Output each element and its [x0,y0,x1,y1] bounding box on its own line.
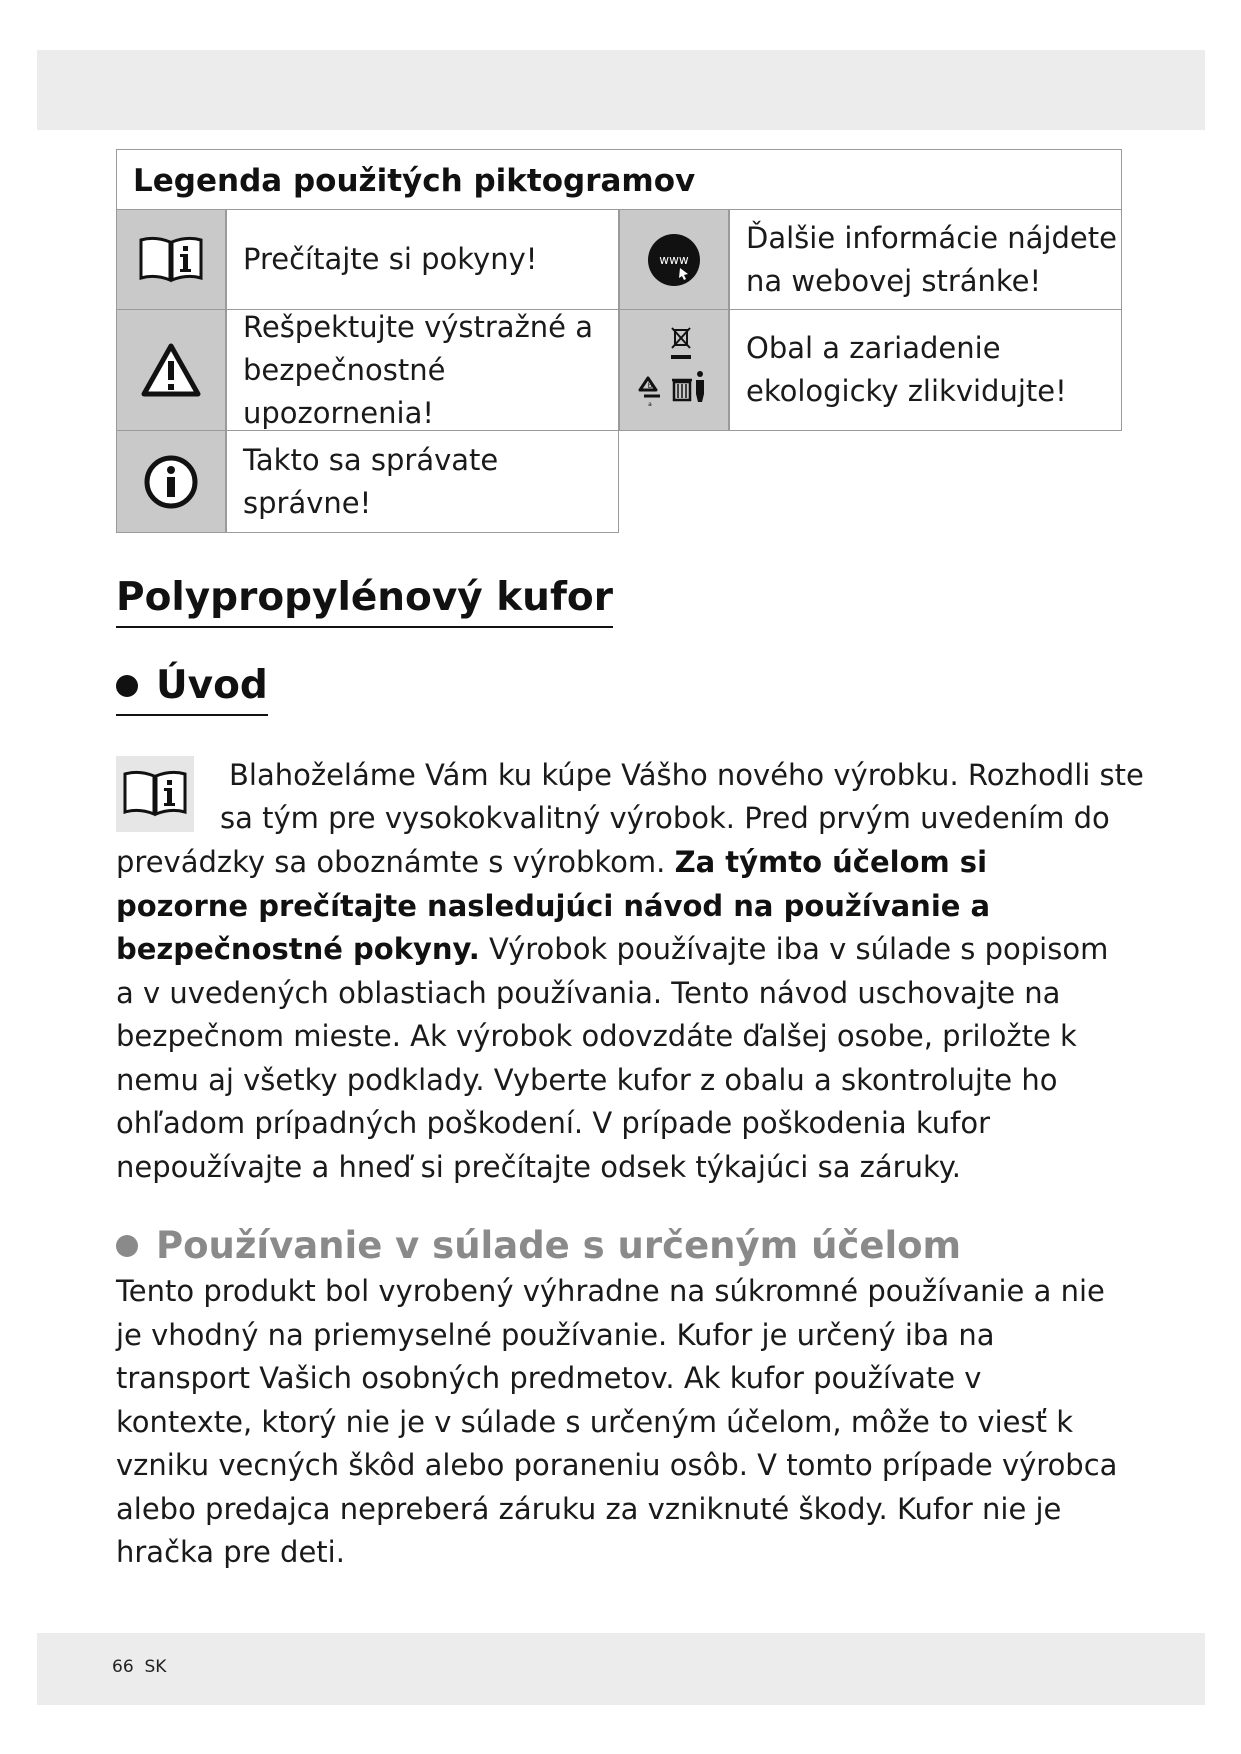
page-number [112,1657,166,1677]
intro-text: prevádzky sa oboznámte s výrobkom. [116,845,675,879]
warning-triangle-icon [141,343,201,397]
legend-line: Obal a zariadenie [746,331,1001,365]
legend-line: správne! [243,485,372,520]
intro-text-continued: Výrobok používajte iba v súlade s popisom a v uvedených oblastiach používania. Tento návod uschovajte na bezpečnom mieste. Ak výrobok odovzdáte ďalšej osobe, priložte k nemu aj všetky podklady. Vyberte kufor z obalu a skontrolujte ho ohľadom prípadných poškodení. V prípade poškodenia kufor nepoužívajte a hneď si prečítajte odsek týkajúci sa záruky. [116,932,1109,1184]
intro-heading [116,660,268,716]
intro-bold-text: Za týmto účelom si pozorne prečítajte nasledujúci návod na používanie a bezpečnostné pokyny. [116,845,991,966]
legend-line: na webovej stránke! [746,263,1042,298]
info-circle-icon [143,454,199,510]
info-icon-cell [116,430,226,533]
www-icon-cell [619,209,729,310]
intro-heading-text: Úvod [156,663,268,708]
www-globe-icon [646,232,702,288]
language-code: SK [144,1657,167,1677]
recycle-dispose-icon [634,322,714,418]
legend-line: Rešpektujte výstražné a [243,309,594,344]
legend-text-eco-disposal [729,309,1122,431]
warning-icon-cell [116,309,226,431]
legend-line: Ďalšie informácie nájdete [746,220,1117,255]
svg-text:a: a [648,401,652,408]
intro-line-2: sa tým pre vysokokvalitný výrobok. Pred prvým uvedením do [220,801,1110,835]
intro-line-1: Blahoželáme Vám ku kúpe Vášho nového výrobku. Rozhodli ste [229,758,1144,792]
legend-text-read-instructions [226,209,619,310]
usage-paragraph: Tento produkt bol vyrobený výhradne na súkromné používanie a nie je vhodný na priemyselné používanie. Kufor je určený iba na transport Vašich osobných predmetov. Ak kufor používate v kontexte, ktorý nie je v súlade s určeným účelom, môže to viesť k vzniku vecných škôd alebo poraneniu osôb. V tomto prípade výrobca alebo predajca nepreberá záruku za vzniknuté škody. Kufor nie je hračka pre deti. [116,1274,1118,1569]
usage-heading-text: Používanie v súlade s určeným účelom [156,1224,962,1267]
legend-line: Takto sa správate [243,442,499,477]
intro-paragraph [116,841,1126,1189]
page-number-value: 66 [112,1657,134,1677]
svg-text:www: www [659,252,689,267]
bullet-dot-icon [116,1235,138,1257]
legend-line: ekologicky zlikvidujte! [746,374,1067,408]
legend-text-safety-warnings [226,309,619,431]
usage-heading [116,1222,961,1270]
legend-text-web-info [729,209,1122,310]
header-band [37,50,1205,130]
recycle-icon-cell [619,309,729,431]
legend-title: Legenda použitých piktogramov [116,149,1122,209]
legend-line: bezpečnostné upozornenia! [243,352,446,430]
pictogram-legend [116,149,1122,520]
read-instructions-icon-box [116,756,194,832]
book-info-icon-cell [116,209,226,310]
svg-text:b: b [647,382,653,390]
book-info-icon [139,236,203,284]
legend-text-correct-behaviour [226,430,619,533]
footer-band [37,1633,1205,1705]
bullet-dot-icon [116,675,138,697]
legend-line: Prečítajte si pokyny! [243,242,538,276]
page-title: Polypropylénový kufor [116,572,613,628]
book-info-icon [123,770,187,818]
